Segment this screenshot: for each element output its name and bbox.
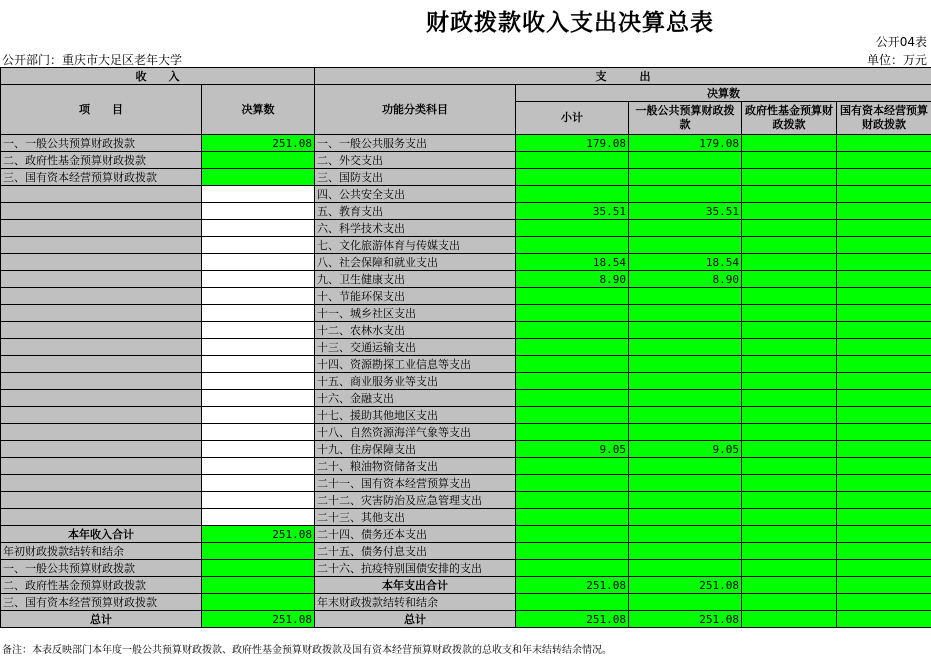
general-budget-amount <box>629 339 742 356</box>
general-budget-header: 一般公共预算财政拨款 <box>629 102 742 135</box>
subtotal-amount <box>516 458 629 475</box>
income-item <box>1 492 202 509</box>
expense-category: 十六、金融支出 <box>315 390 516 407</box>
gov-fund-amount <box>742 356 837 373</box>
table-row <box>1 526 931 543</box>
income-item <box>1 186 202 203</box>
income-amount <box>202 271 315 288</box>
income-amount <box>202 169 315 186</box>
gov-fund-amount <box>742 424 837 441</box>
general-budget-amount <box>629 475 742 492</box>
gov-fund-amount <box>742 611 837 628</box>
table-row <box>1 169 931 186</box>
general-budget-amount <box>629 492 742 509</box>
subtotal-amount <box>516 390 629 407</box>
table-row <box>1 305 931 322</box>
income-amount <box>202 390 315 407</box>
income-amount: 251.08 <box>202 611 315 628</box>
state-capital-amount <box>837 254 931 271</box>
income-amount <box>202 458 315 475</box>
income-amount <box>202 543 315 560</box>
table-row <box>1 407 931 424</box>
income-item <box>1 254 202 271</box>
state-capital-amount <box>837 492 931 509</box>
state-capital-amount <box>837 356 931 373</box>
table-row <box>1 254 931 271</box>
state-capital-amount <box>837 152 931 169</box>
table-row <box>1 441 931 458</box>
general-budget-amount: 251.08 <box>629 577 742 594</box>
subtotal-amount <box>516 220 629 237</box>
expense-category: 十一、城乡社区支出 <box>315 305 516 322</box>
expense-category: 本年支出合计 <box>315 577 516 594</box>
income-item: 二、政府性基金预算财政拨款 <box>1 577 202 594</box>
subtotal-amount <box>516 186 629 203</box>
state-capital-amount <box>837 288 931 305</box>
table-row <box>1 577 931 594</box>
state-capital-amount <box>837 526 931 543</box>
table-row <box>1 492 931 509</box>
subtotal-amount <box>516 356 629 373</box>
gov-fund-amount <box>742 339 837 356</box>
state-capital-amount <box>837 577 931 594</box>
gov-fund-amount <box>742 594 837 611</box>
table-row <box>1 424 931 441</box>
department-label: 公开部门：重庆市大足区老年大学 <box>2 53 183 67</box>
expense-category: 二十六、抗疫特别国债安排的支出 <box>315 560 516 577</box>
expense-category: 五、教育支出 <box>315 203 516 220</box>
income-header: 收 入 <box>1 68 315 85</box>
income-amount <box>202 509 315 526</box>
income-item <box>1 203 202 220</box>
table-row <box>1 271 931 288</box>
state-capital-amount <box>837 322 931 339</box>
table-row <box>1 594 931 611</box>
gov-fund-amount <box>742 475 837 492</box>
general-budget-amount <box>629 186 742 203</box>
expense-category: 十七、援助其他地区支出 <box>315 407 516 424</box>
table-row <box>1 373 931 390</box>
income-item <box>1 424 202 441</box>
income-amount <box>202 220 315 237</box>
subtotal-amount <box>516 526 629 543</box>
final-group-header: 决算数 <box>516 85 931 102</box>
income-item <box>1 322 202 339</box>
table-row <box>1 560 931 577</box>
general-budget-amount <box>629 152 742 169</box>
table-row <box>1 203 931 220</box>
gov-fund-amount <box>742 407 837 424</box>
expense-category: 二十一、国有资本经营预算支出 <box>315 475 516 492</box>
income-amount <box>202 152 315 169</box>
gov-fund-amount <box>742 271 837 288</box>
income-item <box>1 305 202 322</box>
income-amount <box>202 441 315 458</box>
income-amount <box>202 305 315 322</box>
general-budget-amount <box>629 560 742 577</box>
gov-fund-amount <box>742 526 837 543</box>
subtotal-amount: 18.54 <box>516 254 629 271</box>
subtotal-amount: 35.51 <box>516 203 629 220</box>
income-item: 一、一般公共预算财政拨款 <box>1 135 202 152</box>
expense-category: 十四、资源勘探工业信息等支出 <box>315 356 516 373</box>
expense-category: 二十四、债务还本支出 <box>315 526 516 543</box>
income-amount <box>202 186 315 203</box>
expense-category: 二十三、其他支出 <box>315 509 516 526</box>
gov-fund-amount <box>742 203 837 220</box>
table-row <box>1 152 931 169</box>
gov-fund-amount <box>742 288 837 305</box>
table-row <box>1 611 931 628</box>
expense-category: 六、科学技术支出 <box>315 220 516 237</box>
state-capital-amount <box>837 169 931 186</box>
income-amount <box>202 322 315 339</box>
gov-fund-amount <box>742 169 837 186</box>
gov-fund-amount <box>742 186 837 203</box>
income-item <box>1 271 202 288</box>
general-budget-amount <box>629 509 742 526</box>
income-amount <box>202 577 315 594</box>
income-amount <box>202 254 315 271</box>
general-budget-amount <box>629 407 742 424</box>
gov-fund-amount <box>742 390 837 407</box>
income-item <box>1 407 202 424</box>
general-budget-amount: 35.51 <box>629 203 742 220</box>
income-amount <box>202 237 315 254</box>
table-row <box>1 356 931 373</box>
report-title: 财政拨款收入支出决算总表 <box>426 10 714 36</box>
gov-fund-amount <box>742 322 837 339</box>
form-code: 公开04表 <box>875 35 927 49</box>
table-row <box>1 339 931 356</box>
income-amount <box>202 594 315 611</box>
table-row <box>1 543 931 560</box>
subtotal-amount: 251.08 <box>516 577 629 594</box>
item-header: 项 目 <box>1 85 202 135</box>
income-amount <box>202 560 315 577</box>
income-amount <box>202 339 315 356</box>
table-row <box>1 390 931 407</box>
general-budget-amount <box>629 424 742 441</box>
subtotal-amount <box>516 339 629 356</box>
subtotal-amount: 251.08 <box>516 611 629 628</box>
income-item <box>1 441 202 458</box>
income-item <box>1 373 202 390</box>
state-capital-amount <box>837 509 931 526</box>
gov-fund-amount <box>742 135 837 152</box>
state-capital-amount <box>837 220 931 237</box>
expense-category: 八、社会保障和就业支出 <box>315 254 516 271</box>
subtotal-amount <box>516 560 629 577</box>
general-budget-amount: 251.08 <box>629 611 742 628</box>
gov-fund-amount <box>742 305 837 322</box>
table-row <box>1 288 931 305</box>
table-row <box>1 509 931 526</box>
subtotal-amount <box>516 594 629 611</box>
income-item <box>1 390 202 407</box>
subtotal-amount <box>516 322 629 339</box>
general-budget-amount: 8.90 <box>629 271 742 288</box>
unit-label: 单位：万元 <box>866 53 927 67</box>
subtotal-amount <box>516 492 629 509</box>
subtotal-header: 小计 <box>516 102 629 135</box>
subtotal-amount: 9.05 <box>516 441 629 458</box>
income-amount <box>202 475 315 492</box>
income-amount <box>202 356 315 373</box>
gov-fund-amount <box>742 254 837 271</box>
general-budget-amount <box>629 305 742 322</box>
expense-category: 一、一般公共服务支出 <box>315 135 516 152</box>
func-category-header: 功能分类科目 <box>315 85 516 135</box>
subtotal-amount <box>516 237 629 254</box>
expense-header: 支 出 <box>315 68 931 85</box>
expense-category: 二十二、灾害防治及应急管理支出 <box>315 492 516 509</box>
table-row <box>1 458 931 475</box>
income-item: 二、政府性基金预算财政拨款 <box>1 152 202 169</box>
subtotal-amount <box>516 373 629 390</box>
footnote: 备注：本表反映部门本年度一般公共预算财政拨款、政府性基金预算财政拨款及国有资本经营预算财政拨款的总收支和年末结转结余情况。 <box>2 645 612 656</box>
income-item <box>1 509 202 526</box>
income-amount: 251.08 <box>202 526 315 543</box>
state-capital-amount <box>837 560 931 577</box>
income-item: 三、国有资本经营预算财政拨款 <box>1 169 202 186</box>
state-capital-amount <box>837 441 931 458</box>
expense-category: 总计 <box>315 611 516 628</box>
general-budget-amount <box>629 373 742 390</box>
general-budget-amount: 9.05 <box>629 441 742 458</box>
subtotal-amount <box>516 543 629 560</box>
table-row <box>1 135 931 152</box>
table-row <box>1 220 931 237</box>
income-item: 一、一般公共预算财政拨款 <box>1 560 202 577</box>
income-item <box>1 288 202 305</box>
income-item <box>1 237 202 254</box>
income-amount <box>202 407 315 424</box>
expense-category: 二十、粮油物资储备支出 <box>315 458 516 475</box>
subtotal-amount: 179.08 <box>516 135 629 152</box>
subtotal-amount <box>516 169 629 186</box>
general-budget-amount <box>629 288 742 305</box>
general-budget-amount: 18.54 <box>629 254 742 271</box>
table-row <box>1 237 931 254</box>
income-amount <box>202 424 315 441</box>
table-row <box>1 322 931 339</box>
income-item <box>1 220 202 237</box>
gov-fund-amount <box>742 441 837 458</box>
income-item: 总计 <box>1 611 202 628</box>
expense-category: 十三、交通运输支出 <box>315 339 516 356</box>
expense-category: 三、国防支出 <box>315 169 516 186</box>
state-capital-amount <box>837 594 931 611</box>
subtotal-amount <box>516 424 629 441</box>
general-budget-amount <box>629 390 742 407</box>
gov-fund-amount <box>742 560 837 577</box>
general-budget-amount <box>629 220 742 237</box>
state-capital-amount <box>837 271 931 288</box>
income-amount <box>202 492 315 509</box>
state-capital-amount <box>837 339 931 356</box>
state-capital-amount <box>837 186 931 203</box>
subtotal-amount <box>516 305 629 322</box>
budget-table <box>0 67 931 628</box>
expense-category: 四、公共安全支出 <box>315 186 516 203</box>
state-capital-amount <box>837 203 931 220</box>
expense-category: 十八、自然资源海洋气象等支出 <box>315 424 516 441</box>
expense-category: 二、外交支出 <box>315 152 516 169</box>
state-capital-amount <box>837 475 931 492</box>
state-capital-amount <box>837 543 931 560</box>
state-capital-amount <box>837 424 931 441</box>
subtotal-amount <box>516 475 629 492</box>
expense-category: 九、卫生健康支出 <box>315 271 516 288</box>
income-amount <box>202 288 315 305</box>
final-amount-header: 决算数 <box>202 85 315 135</box>
general-budget-amount <box>629 356 742 373</box>
state-capital-amount <box>837 407 931 424</box>
general-budget-amount <box>629 322 742 339</box>
subtotal-amount: 8.90 <box>516 271 629 288</box>
expense-category: 十九、住房保障支出 <box>315 441 516 458</box>
gov-fund-amount <box>742 220 837 237</box>
expense-category: 十五、商业服务业等支出 <box>315 373 516 390</box>
income-amount: 251.08 <box>202 135 315 152</box>
income-item <box>1 475 202 492</box>
expense-category: 七、文化旅游体育与传媒支出 <box>315 237 516 254</box>
expense-category: 十、节能环保支出 <box>315 288 516 305</box>
gov-fund-amount <box>742 152 837 169</box>
income-item: 年初财政拨款结转和结余 <box>1 543 202 560</box>
general-budget-amount <box>629 594 742 611</box>
table-row <box>1 475 931 492</box>
income-item: 本年收入合计 <box>1 526 202 543</box>
state-capital-amount <box>837 373 931 390</box>
state-capital-amount <box>837 135 931 152</box>
income-item: 三、国有资本经营预算财政拨款 <box>1 594 202 611</box>
income-amount <box>202 203 315 220</box>
general-budget-amount <box>629 458 742 475</box>
income-item <box>1 339 202 356</box>
state-capital-amount <box>837 611 931 628</box>
subtotal-amount <box>516 152 629 169</box>
state-capital-amount <box>837 237 931 254</box>
table-row <box>1 186 931 203</box>
general-budget-amount: 179.08 <box>629 135 742 152</box>
state-capital-amount <box>837 305 931 322</box>
general-budget-amount <box>629 169 742 186</box>
income-item <box>1 356 202 373</box>
general-budget-amount <box>629 526 742 543</box>
gov-fund-amount <box>742 373 837 390</box>
subtotal-amount <box>516 407 629 424</box>
subtotal-amount <box>516 288 629 305</box>
expense-category: 年末财政拨款结转和结余 <box>315 594 516 611</box>
gov-fund-amount <box>742 543 837 560</box>
gov-fund-amount <box>742 577 837 594</box>
general-budget-amount <box>629 543 742 560</box>
state-capital-header: 国有资本经营预算财政拨款 <box>837 102 931 135</box>
gov-fund-amount <box>742 458 837 475</box>
gov-fund-amount <box>742 237 837 254</box>
subtotal-amount <box>516 509 629 526</box>
gov-fund-amount <box>742 492 837 509</box>
income-item <box>1 458 202 475</box>
gov-fund-header: 政府性基金预算财政拨款 <box>742 102 837 135</box>
state-capital-amount <box>837 458 931 475</box>
general-budget-amount <box>629 237 742 254</box>
state-capital-amount <box>837 390 931 407</box>
gov-fund-amount <box>742 509 837 526</box>
expense-category: 二十五、债务付息支出 <box>315 543 516 560</box>
expense-category: 十二、农林水支出 <box>315 322 516 339</box>
income-amount <box>202 373 315 390</box>
